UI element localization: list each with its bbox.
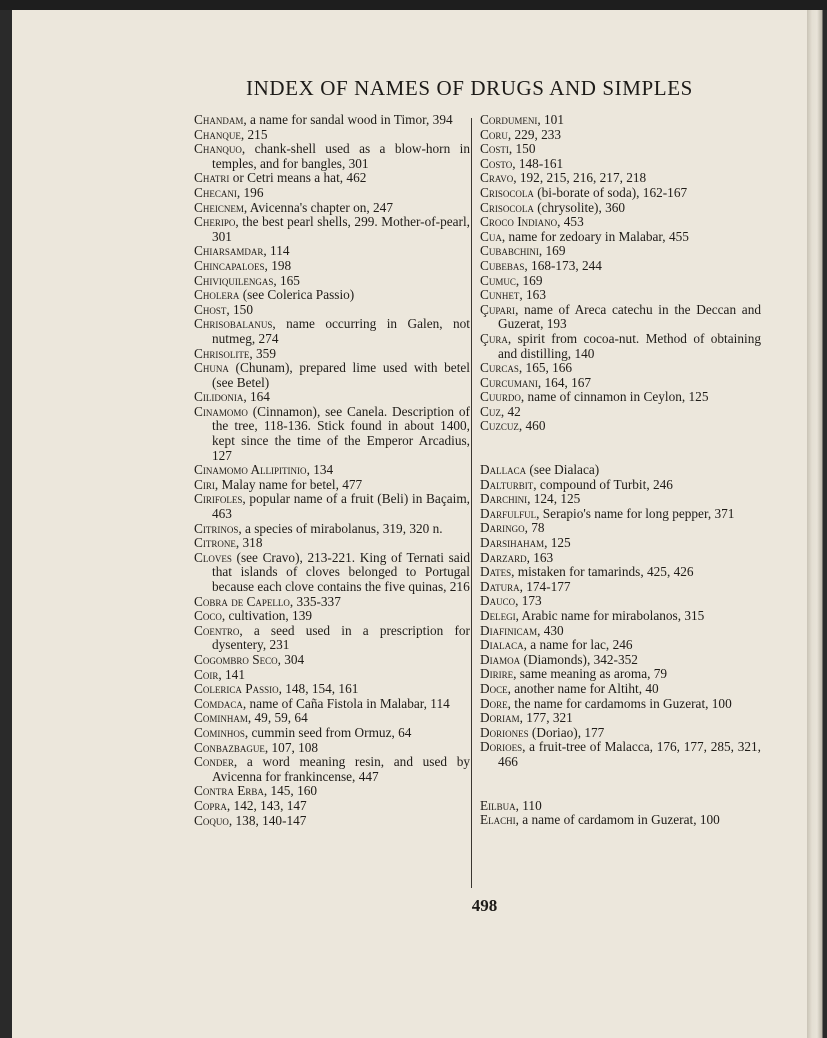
entry-headword: Cuurdo xyxy=(480,389,521,405)
entry-headword: Chrisobalanus xyxy=(194,316,273,332)
entry-text: , 141 xyxy=(218,666,245,682)
index-entry xyxy=(480,638,761,653)
entry-headword: Chiarsamdar xyxy=(194,243,264,259)
entry-headword: Çura xyxy=(480,330,508,346)
entry-headword: Checani xyxy=(194,184,237,200)
entry-headword: Cilidonia xyxy=(194,389,244,405)
entry-headword: Delegi xyxy=(480,608,516,623)
entry-headword: Curcas xyxy=(480,360,519,376)
index-entry xyxy=(194,288,470,303)
entry-text: , 42 xyxy=(500,403,521,419)
index-entry xyxy=(194,522,470,537)
index-entry xyxy=(194,113,470,128)
index-entry xyxy=(480,157,761,172)
entry-headword: Daringo xyxy=(480,520,525,536)
entry-headword: Cubebas xyxy=(480,257,525,273)
entry-text: (see Cravo), 213-221. King of Ternati said that islands of cloves belonged to Portugal because each clove contains the five quinas, 216 xyxy=(212,549,470,594)
entry-text: , 335-337 xyxy=(289,593,341,609)
entry-text: , 304 xyxy=(277,651,305,667)
entry-headword: Dialaca xyxy=(480,637,524,653)
index-entry xyxy=(194,259,470,274)
index-entry xyxy=(480,521,761,536)
index-entry xyxy=(194,741,470,756)
entry-headword: Dates xyxy=(480,564,512,580)
section-gap xyxy=(480,434,761,463)
entry-headword: Chiviquilengas xyxy=(194,272,274,288)
index-entry xyxy=(194,492,470,521)
entry-headword: Cua xyxy=(480,228,502,244)
entry-text: , 124, 125 xyxy=(527,491,581,507)
entry-text: or Cetri means a hat, 462 xyxy=(229,170,367,186)
index-entry xyxy=(480,419,761,434)
entry-headword: Dauco xyxy=(480,593,516,609)
entry-text: , 134 xyxy=(306,462,334,478)
index-entry xyxy=(480,259,761,274)
entry-headword: Cheicnem xyxy=(194,199,244,215)
entry-headword: Coquo xyxy=(194,812,229,828)
index-entry xyxy=(480,711,761,726)
index-entry xyxy=(480,244,761,259)
index-entry xyxy=(480,624,761,639)
entry-text: , 192, 215, 216, 217, 218 xyxy=(513,170,647,186)
index-entry xyxy=(194,303,470,318)
entry-text: , a name for sandal wood in Timor, 394 xyxy=(243,112,453,127)
page-title: INDEX OF NAMES OF DRUGS AND SIMPLES xyxy=(246,76,693,100)
scanner-border xyxy=(0,0,827,10)
index-entry xyxy=(194,551,470,595)
entry-text: , 125 xyxy=(544,535,571,551)
entry-text: , 148-161 xyxy=(512,155,564,171)
entry-headword: Chost xyxy=(194,301,227,317)
page-edge xyxy=(807,10,827,1038)
entry-headword: Cobra de Capello xyxy=(194,593,290,609)
entry-text: (chrysolite), 360 xyxy=(533,199,626,215)
entry-headword: Cinamomo Allipitinio xyxy=(194,462,307,478)
index-entry xyxy=(480,565,761,580)
entry-text: , name for zedoary in Malabar, 455 xyxy=(501,228,689,244)
entry-text: , 49, 59, 64 xyxy=(247,710,308,726)
page-number: 498 xyxy=(471,896,498,915)
entry-headword: Doriones xyxy=(480,724,529,740)
index-entry xyxy=(194,668,470,683)
index-entry xyxy=(480,609,761,624)
entry-text: (Chunam), prepared lime used with betel (see Betel) xyxy=(212,360,470,390)
index-entry xyxy=(194,390,470,405)
entry-text: , 150 xyxy=(226,301,253,317)
entry-headword: Cubabchini xyxy=(480,243,539,259)
entry-text: , a name of cardamom in Guzerat, 100 xyxy=(515,812,720,828)
index-entry xyxy=(480,142,761,157)
index-entry xyxy=(480,201,761,216)
index-entry xyxy=(194,711,470,726)
entry-headword: Cuzcuz xyxy=(480,418,519,434)
entry-headword: Çupari xyxy=(480,301,516,317)
index-entry xyxy=(194,624,470,653)
entry-text: , 359 xyxy=(249,345,276,361)
entry-headword: Dore xyxy=(480,695,508,711)
entry-text: , 164 xyxy=(243,389,270,405)
entry-text: , 174-177 xyxy=(519,578,571,594)
index-column-left xyxy=(194,113,470,828)
entry-text: , 145, 160 xyxy=(263,783,318,799)
entry-text: , 148, 154, 161 xyxy=(278,681,359,697)
entry-text: , a species of mirabolanus, 319, 320 n. xyxy=(238,520,443,536)
entry-text: , 229, 233 xyxy=(507,126,562,142)
entry-text: (see Dialaca) xyxy=(526,462,600,478)
entry-headword: Chanque xyxy=(194,126,241,142)
entry-headword: Darfulful xyxy=(480,505,537,521)
entry-headword: Comdaca xyxy=(194,695,243,711)
entry-headword: Diamoa xyxy=(480,651,521,667)
entry-headword: Cirifoles xyxy=(194,491,243,507)
index-entry xyxy=(480,594,761,609)
entry-text: , name of cinnamon in Ceylon, 125 xyxy=(520,389,709,405)
entry-text: , a fruit-tree of Malacca, 176, 177, 285, 321, 466 xyxy=(498,739,761,769)
entry-text: , 163 xyxy=(526,549,554,565)
entry-headword: Contra Erba xyxy=(194,783,264,799)
entry-headword: Copra xyxy=(194,797,227,813)
entry-text: , Avicenna's chapter on, 247 xyxy=(243,199,393,215)
entry-text: , 163 xyxy=(519,287,546,303)
entry-text: , Arabic name for mirabolanos, 315 xyxy=(515,608,705,623)
entry-text: , compound of Turbit, 246 xyxy=(533,476,673,492)
entry-text: , 165 xyxy=(273,272,300,288)
entry-headword: Ciri xyxy=(194,476,215,492)
index-entry xyxy=(480,186,761,201)
entry-headword: Darsihaham xyxy=(480,535,545,551)
entry-text: (see Colerica Passio) xyxy=(239,287,355,303)
index-entry xyxy=(194,478,470,493)
index-entry xyxy=(194,609,470,624)
entry-text: , 215 xyxy=(240,126,268,142)
entry-headword: Coentro xyxy=(194,622,240,638)
entry-text: , a word meaning resin, and used by Avicenna for frankincense, 447 xyxy=(212,754,470,784)
entry-text: , Serapio's name for long pepper, 371 xyxy=(536,505,735,521)
entry-text: , 150 xyxy=(508,141,536,157)
entry-text: , 177, 321 xyxy=(519,710,573,726)
entry-headword: Cunhet xyxy=(480,287,520,303)
index-entry xyxy=(194,755,470,784)
index-column-right xyxy=(480,113,761,828)
entry-headword: Darchini xyxy=(480,491,528,507)
index-entry xyxy=(194,347,470,362)
section-gap xyxy=(480,770,761,799)
entry-headword: Citrone xyxy=(194,535,236,551)
entry-text: , 460 xyxy=(518,418,546,434)
entry-headword: Coco xyxy=(194,608,222,624)
entry-headword: Elachi xyxy=(480,812,516,828)
index-entry xyxy=(480,492,761,507)
index-entry xyxy=(194,726,470,741)
entry-headword: Cominham xyxy=(194,710,248,726)
book-page xyxy=(12,10,807,1038)
entry-headword: Costi xyxy=(480,141,509,157)
entry-headword: Diafinicam xyxy=(480,622,538,638)
entry-text: , 173 xyxy=(515,593,542,609)
entry-headword: Coru xyxy=(480,126,508,142)
entry-text: , name of Caña Fistola in Malabar, 114 xyxy=(242,695,450,711)
entry-text: , 169 xyxy=(515,272,543,288)
entry-headword: Citrinos xyxy=(194,520,239,536)
index-entry xyxy=(194,682,470,697)
index-entry xyxy=(480,726,761,741)
entry-headword: Doce xyxy=(480,680,508,696)
entry-headword: Cuz xyxy=(480,403,501,419)
index-entry xyxy=(480,376,761,391)
entry-text: , 196 xyxy=(236,184,264,200)
entry-text: , 78 xyxy=(524,520,545,536)
index-entry xyxy=(480,813,761,828)
entry-text: , 142, 143, 147 xyxy=(226,797,307,813)
index-entry xyxy=(480,288,761,303)
index-entry xyxy=(480,113,761,128)
entry-text: , 318 xyxy=(235,535,263,551)
entry-text: , chank-shell used as a blow-horn in temples, and for bangles, 301 xyxy=(212,141,470,171)
entry-text: , the name for cardamoms in Guzerat, 100 xyxy=(507,695,732,711)
entry-text: , spirit from cocoa-nut. Method of obtaining and distilling, 140 xyxy=(498,330,761,361)
entry-text: , 138, 140-147 xyxy=(228,812,307,828)
entry-headword: Chuna xyxy=(194,360,229,376)
entry-text: , cummin seed from Ormuz, 64 xyxy=(244,724,412,740)
entry-text: , name occurring in Galen, not nutmeg, 274 xyxy=(212,316,470,346)
index-entry xyxy=(194,244,470,259)
entry-headword: Chincapaloes xyxy=(194,257,265,273)
entry-headword: Darzard xyxy=(480,549,527,565)
entry-headword: Datura xyxy=(480,578,520,594)
entry-headword: Crisocola xyxy=(480,199,534,215)
entry-headword: Coir xyxy=(194,666,219,682)
entry-headword: Dirire xyxy=(480,666,514,682)
entry-headword: Cominhos xyxy=(194,724,245,740)
entry-text: (Doriao), 177 xyxy=(528,724,605,740)
entry-headword: Curcumani xyxy=(480,374,538,390)
entry-text: , mistaken for tamarinds, 425, 426 xyxy=(511,564,694,580)
index-entry xyxy=(480,478,761,493)
entry-text: , the best pearl shells, 299. Mother-of-pearl, 301 xyxy=(212,214,470,244)
entry-headword: Croco Indiano xyxy=(480,214,558,230)
entry-headword: Chanquo xyxy=(194,141,242,157)
entry-text: , Malay name for betel, 477 xyxy=(214,476,363,492)
index-entry xyxy=(194,697,470,712)
entry-text: , 110 xyxy=(515,797,542,813)
entry-text: , another name for Altiht, 40 xyxy=(507,680,659,696)
index-entry xyxy=(194,128,470,143)
index-entry xyxy=(194,142,470,171)
index-entry xyxy=(480,682,761,697)
index-entry xyxy=(480,697,761,712)
entry-headword: Cholera xyxy=(194,287,240,303)
entry-headword: Costo xyxy=(480,155,513,171)
index-entry xyxy=(194,201,470,216)
index-entry xyxy=(194,171,470,186)
entry-headword: Cogombro Seco xyxy=(194,651,278,667)
entry-text: , 168-173, 244 xyxy=(524,257,602,273)
entry-text: , 453 xyxy=(557,214,584,230)
index-entry xyxy=(480,405,761,420)
index-entry xyxy=(480,171,761,186)
index-entry xyxy=(480,799,761,814)
entry-text: , 198 xyxy=(264,257,292,273)
entry-headword: Crisocola xyxy=(480,184,534,200)
index-entry xyxy=(480,390,761,405)
entry-headword: Doriam xyxy=(480,710,520,726)
index-entry xyxy=(480,667,761,682)
entry-headword: Colerica Passio xyxy=(194,681,279,697)
index-entry xyxy=(480,551,761,566)
entry-headword: Cumuc xyxy=(480,272,516,288)
entry-headword: Cordumeni xyxy=(480,112,538,127)
entry-headword: Dorioes xyxy=(480,739,523,755)
entry-text: , 169 xyxy=(538,243,566,259)
index-entry xyxy=(194,463,470,478)
entry-text: , popular name of a fruit (Beli) in Baçaim, 463 xyxy=(212,491,470,522)
entry-text: , a name for lac, 246 xyxy=(523,637,633,653)
index-entry xyxy=(480,361,761,376)
entry-text: , 430 xyxy=(537,622,564,638)
index-entry xyxy=(480,332,761,361)
index-entry xyxy=(480,128,761,143)
entry-headword: Cloves xyxy=(194,549,232,565)
index-entry xyxy=(480,274,761,289)
entry-headword: Cheripo xyxy=(194,214,236,230)
entry-text: (Cinnamon), see Canela. Description of the tree, 118-136. Stick found in about 1400, kept since the time of the Emperor Arcadius, 127 xyxy=(212,403,470,463)
index-entry xyxy=(480,580,761,595)
index-entry xyxy=(480,507,761,522)
entry-text: , name of Areca catechu in the Deccan and Guzerat, 193 xyxy=(498,301,761,332)
entry-headword: Dallaca xyxy=(480,462,527,478)
entry-text: , 107, 108 xyxy=(264,739,319,755)
entry-text: , 165, 166 xyxy=(518,360,573,376)
entry-headword: Cravo xyxy=(480,170,514,186)
index-entry xyxy=(194,799,470,814)
index-entry xyxy=(194,814,470,829)
index-entry xyxy=(194,653,470,668)
entry-text: , a seed used in a prescription for dysentery, 231 xyxy=(212,622,470,653)
column-divider xyxy=(471,118,472,888)
entry-text: , 164, 167 xyxy=(537,374,592,390)
entry-text: (bi-borate of soda), 162-167 xyxy=(533,184,688,200)
entry-headword: Cinamomo xyxy=(194,403,248,419)
entry-headword: Chandam xyxy=(194,112,244,127)
entry-headword: Dalturbit xyxy=(480,476,534,492)
entry-text: , 114 xyxy=(263,243,290,259)
index-entry xyxy=(194,215,470,244)
index-entry xyxy=(194,186,470,201)
index-entry xyxy=(480,463,761,478)
index-entry xyxy=(480,536,761,551)
index-entry xyxy=(480,653,761,668)
index-entry xyxy=(194,405,470,463)
index-entry xyxy=(194,317,470,346)
index-entry xyxy=(480,215,761,230)
entry-text: (Diamonds), 342-352 xyxy=(520,651,638,667)
index-entry xyxy=(194,274,470,289)
entry-headword: Chatri xyxy=(194,170,230,186)
index-entry xyxy=(194,784,470,799)
index-entry xyxy=(480,740,761,769)
index-entry xyxy=(194,361,470,390)
index-entry xyxy=(480,230,761,245)
entry-headword: Eilbua xyxy=(480,797,516,813)
entry-text: , 101 xyxy=(537,112,564,127)
entry-headword: Chrisolite xyxy=(194,345,250,361)
index-entry xyxy=(194,595,470,610)
index-entry xyxy=(480,303,761,332)
entry-text: , same meaning as aroma, 79 xyxy=(513,666,668,682)
index-entry xyxy=(194,536,470,551)
entry-text: , cultivation, 139 xyxy=(221,608,312,624)
entry-headword: Conder xyxy=(194,754,234,770)
entry-headword: Conbazbague xyxy=(194,739,265,755)
